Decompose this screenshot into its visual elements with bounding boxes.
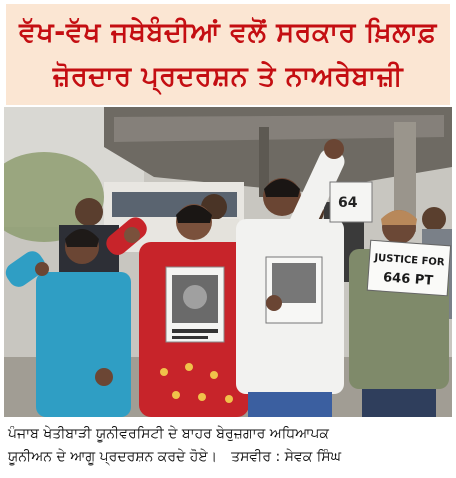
protest-photo-illustration — [4, 107, 452, 417]
photo-caption — [8, 423, 450, 469]
caption-text: ਯੂਨੀਅਨ ਦੇ ਆਗੂ ਪ੍ਰਦਰਸ਼ਨ ਕਰਦੇ ਹੋਏ। — [8, 449, 218, 465]
headline-box — [6, 4, 450, 105]
caption-line-2 — [8, 446, 450, 469]
headline-line-2: ਜ਼ੋਰਦਾਰ ਪ੍ਰਦਰਸ਼ਨ ਤੇ ਨਾਅਰੇਬਾਜ਼ੀ — [52, 60, 404, 92]
headline-line-1: ਵੱਖ-ਵੱਖ ਜਥੇਬੰਦੀਆਂ ਵਲੋਂ ਸਰਕਾਰ ਖ਼ਿਲਾਫ਼ — [19, 16, 437, 48]
placard-text-line-2: 646 PT — [382, 270, 434, 289]
photo-credit: ਤਸਵੀਰ : ਸੇਵਕ ਸਿੰਘ — [231, 449, 342, 465]
caption-line-1: ਪੰਜਾਬ ਖੇਤੀਬਾੜੀ ਯੂਨੀਵਰਸਿਟੀ ਦੇ ਬਾਹਰ ਬੇਰੁਜ਼ਗਾਰ ਅਧਿਆਪਕ — [8, 426, 329, 442]
placard-text-line-1: JUSTICE FOR — [374, 252, 445, 269]
back-placard-text: 64 — [338, 195, 358, 211]
news-photo — [4, 107, 452, 417]
